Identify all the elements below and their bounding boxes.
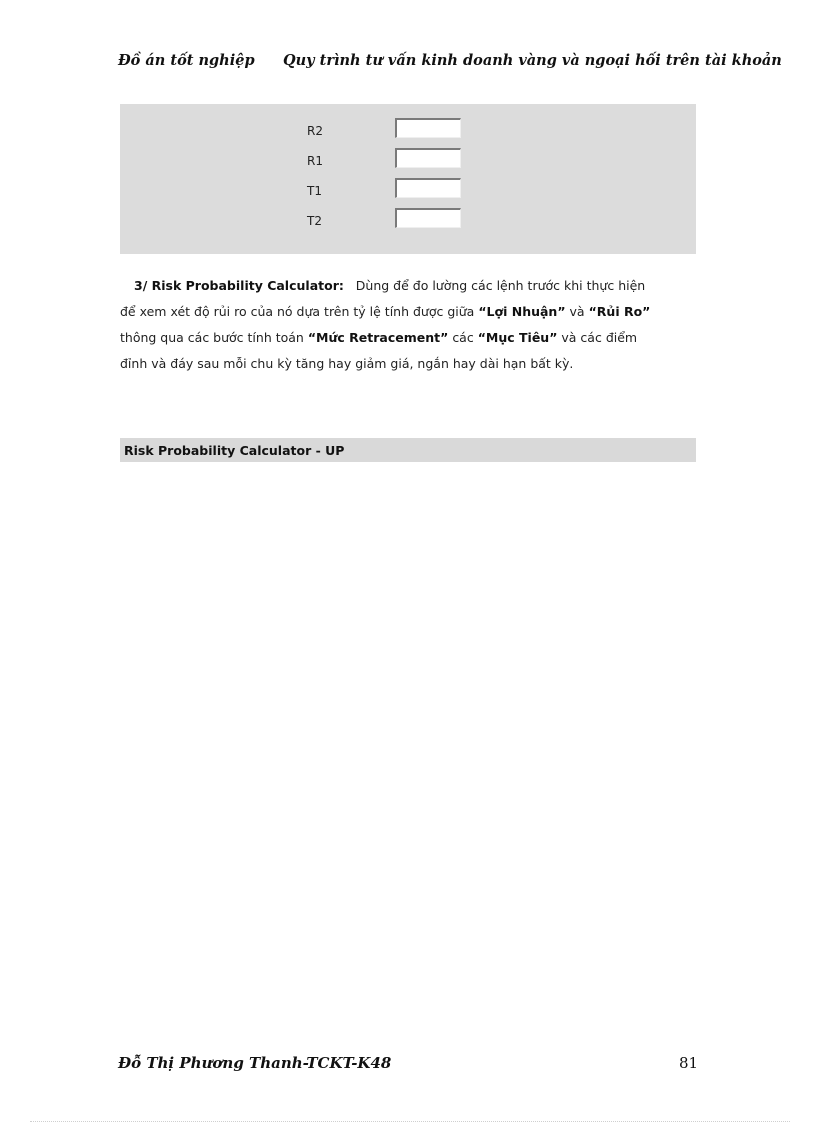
calculator-title-bar	[120, 438, 696, 462]
description-text: và các điểm	[561, 330, 638, 345]
field-row-t1	[120, 172, 696, 202]
r1-input[interactable]	[395, 148, 461, 168]
term-retracement: “Mức Retracement”	[307, 330, 449, 345]
term-profit: “Lợi Nhuận”	[478, 304, 566, 319]
t2-input[interactable]	[395, 208, 461, 228]
field-label-r2: R2	[307, 124, 323, 138]
description-text: đỉnh và đáy sau mỗi chu kỳ tăng hay giảm giá, ngắn hay dài hạn bất kỳ.	[120, 356, 574, 371]
description-heading: 3/ Risk Probability Calculator:	[134, 278, 344, 293]
field-label-r1: R1	[307, 154, 323, 168]
description-line	[120, 273, 700, 299]
page-number: 81	[679, 1054, 699, 1072]
description-text: các	[452, 330, 474, 345]
description-text: Dùng để đo lường các lệnh trước khi thực hiện	[355, 278, 646, 293]
header-left-title: Đồ án tốt nghiệp	[118, 52, 255, 69]
term-target: “Mục Tiêu”	[477, 330, 558, 345]
description-line	[120, 299, 700, 325]
t1-input[interactable]	[395, 178, 461, 198]
r2-input[interactable]	[395, 118, 461, 138]
field-row-r1	[120, 142, 696, 172]
description-text: thông qua các bước tính toán	[120, 330, 304, 345]
term-risk: “Rủi Ro”	[588, 304, 651, 319]
field-row-r2	[120, 112, 696, 142]
description-text: và	[569, 304, 585, 319]
page-bottom-divider	[30, 1121, 790, 1122]
description-paragraph	[120, 273, 700, 377]
input-panel	[120, 104, 696, 254]
header-right-title: Quy trình tư vấn kinh doanh vàng và ngoại hối trên tài khoản	[283, 52, 782, 69]
description-text: để xem xét độ rủi ro của nó dựa trên tỷ lệ tính được giữa	[120, 304, 475, 319]
description-line	[120, 351, 700, 377]
field-label-t1: T1	[307, 184, 322, 198]
field-label-t2: T2	[307, 214, 322, 228]
footer-author: Đỗ Thị Phương Thanh-TCKT-K48	[118, 1054, 392, 1072]
description-line	[120, 325, 700, 351]
field-row-t2	[120, 202, 696, 232]
calculator-title: Risk Probability Calculator - UP	[124, 443, 345, 458]
